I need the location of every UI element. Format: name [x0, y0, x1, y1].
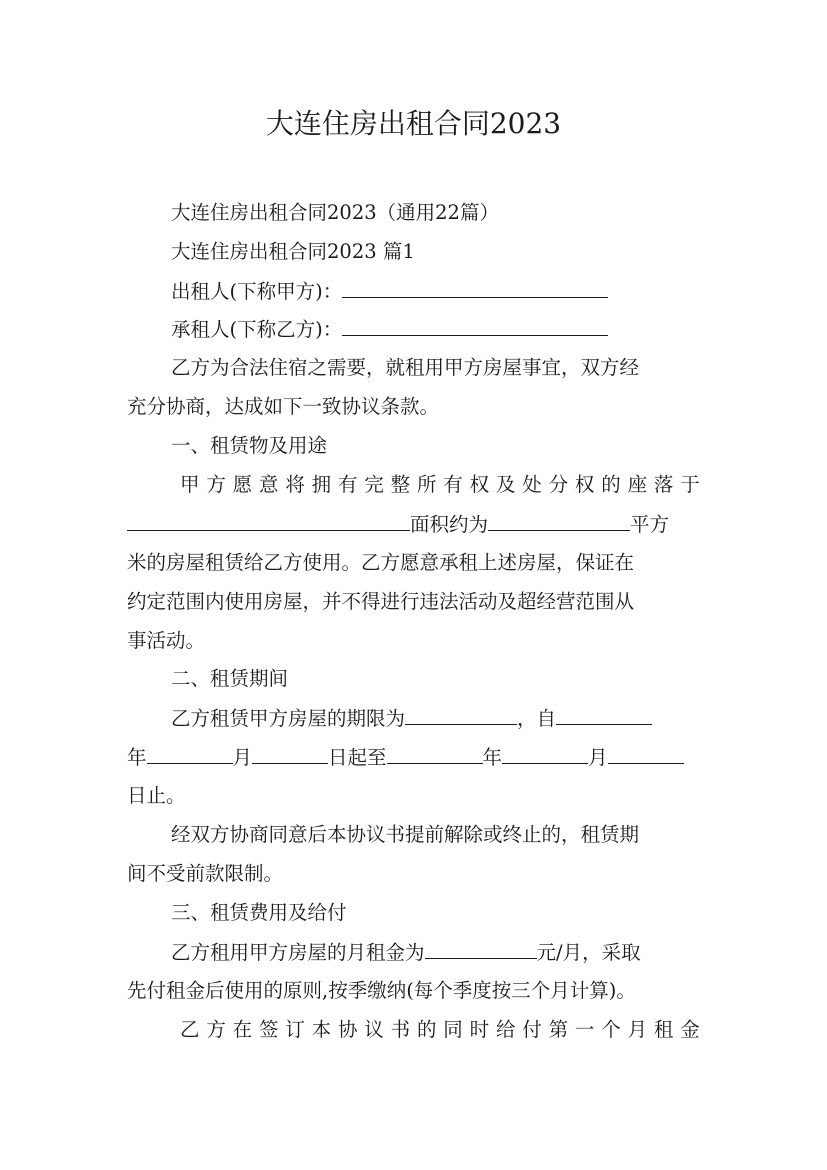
start-year-unit: 年 [127, 746, 147, 769]
justified-char: 于 [680, 473, 700, 496]
section2-line-1 [171, 706, 652, 731]
justified-char: 处 [522, 473, 542, 496]
term-from-label: ，自 [517, 707, 557, 730]
justified-char: 有 [443, 473, 463, 496]
intro-line-2: 充分协商，达成如下一致协议条款。 [127, 395, 440, 418]
term-blank [405, 706, 517, 725]
justified-char: 议 [364, 1018, 384, 1041]
justified-char: 签 [258, 1018, 279, 1041]
start-month-blank [147, 745, 233, 764]
justified-char: 付 [522, 1018, 542, 1041]
area-unit: 平方 [630, 513, 670, 536]
justified-char: 座 [627, 473, 648, 496]
justified-char: 订 [285, 1018, 305, 1041]
end-year-blank [387, 745, 483, 764]
end-month-blank [502, 745, 588, 764]
justified-char: 书 [390, 1018, 411, 1041]
justified-char: 整 [390, 473, 411, 496]
chapter-heading: 大连住房出租合同2023 篇1 [171, 240, 415, 263]
location-blank [127, 512, 410, 531]
area-label: 面积约为 [410, 513, 489, 536]
lessee-blank [342, 317, 608, 336]
justified-char: 本 [311, 1018, 332, 1041]
area-blank [488, 512, 630, 531]
lessor-line [171, 279, 608, 304]
lessor-blank [342, 279, 608, 298]
section1-line-1 [180, 473, 700, 497]
section3-heading: 三、租赁费用及给付 [171, 901, 347, 924]
justified-char: 给 [495, 1018, 516, 1041]
justified-char: 落 [653, 473, 674, 496]
section2-heading: 二、租赁期间 [171, 667, 289, 690]
document-title: 大连住房出租合同2023 [265, 107, 562, 140]
justified-char: 时 [469, 1018, 490, 1041]
justified-char: 金 [680, 1018, 700, 1041]
justified-char: 第 [548, 1018, 569, 1041]
start-day-unit: 日起至 [328, 746, 387, 769]
intro-line-1: 乙方为合法住宿之需要，就租用甲方房屋事宜，双方经 [171, 356, 640, 379]
section3-line-3 [180, 1018, 700, 1042]
justified-char: 甲 [180, 473, 200, 496]
lessee-line [171, 317, 608, 342]
justified-char: 个 [601, 1018, 621, 1041]
section2-para2-line-1: 经双方协商同意后本协议书提前解除或终止的，租赁期 [171, 823, 640, 846]
term-label: 乙方租赁甲方房屋的期限为 [171, 707, 406, 730]
justified-char: 有 [337, 473, 358, 496]
justified-char: 租 [653, 1018, 674, 1041]
justified-char: 权 [469, 473, 490, 496]
justified-char: 月 [627, 1018, 648, 1041]
section1-line-2 [127, 512, 669, 537]
end-day-blank [608, 745, 684, 764]
start-year-blank [556, 706, 652, 725]
start-day-blank [252, 745, 328, 764]
section1-line-4: 约定范围内使用房屋，并不得进行违法活动及超经营范围从 [127, 590, 635, 613]
justified-char: 同 [443, 1018, 463, 1041]
end-year-unit: 年 [482, 746, 503, 769]
justified-char: 方 [206, 1018, 226, 1041]
document-subtitle: 大连住房出租合同2023（通用22篇） [171, 201, 499, 224]
section1-heading: 一、租赁物及用途 [171, 434, 328, 457]
section2-line-3: 日止。 [127, 784, 186, 807]
start-month-unit: 月 [232, 746, 253, 769]
section1-line-5: 事活动。 [127, 629, 206, 652]
justified-char: 权 [574, 473, 595, 496]
rent-blank [425, 940, 537, 959]
section1-line-3: 米的房屋租赁给乙方使用。乙方愿意承租上述房屋，保证在 [127, 551, 635, 574]
lessee-label: 承租人(下称乙方)： [171, 318, 343, 341]
rent-label: 乙方租用甲方房屋的月租金为 [171, 941, 425, 964]
section3-line-1 [171, 940, 641, 965]
justified-char: 分 [548, 473, 569, 496]
justified-char: 愿 [232, 473, 253, 496]
justified-char: 完 [364, 473, 384, 496]
justified-char: 拥 [311, 473, 332, 496]
justified-char: 意 [258, 473, 279, 496]
justified-char: 协 [337, 1018, 358, 1041]
justified-char: 的 [601, 473, 621, 496]
justified-char: 的 [416, 1018, 437, 1041]
justified-char: 方 [206, 473, 226, 496]
justified-char: 将 [285, 473, 305, 496]
justified-char: 所 [416, 473, 437, 496]
section3-line-2: 先付租金后使用的原则,按季缴纳(每个季度按三个月计算)。 [127, 979, 636, 1002]
section2-para2-line-2: 间不受前款限制。 [127, 862, 284, 885]
justified-char: 及 [495, 473, 516, 496]
section2-line-2 [127, 745, 684, 770]
rent-unit: 元/月，采取 [536, 941, 641, 964]
justified-char: 一 [574, 1018, 595, 1041]
justified-char: 乙 [180, 1018, 200, 1041]
lessor-label: 出租人(下称甲方)： [171, 280, 343, 303]
justified-char: 在 [232, 1018, 253, 1041]
end-month-unit: 月 [588, 746, 608, 769]
